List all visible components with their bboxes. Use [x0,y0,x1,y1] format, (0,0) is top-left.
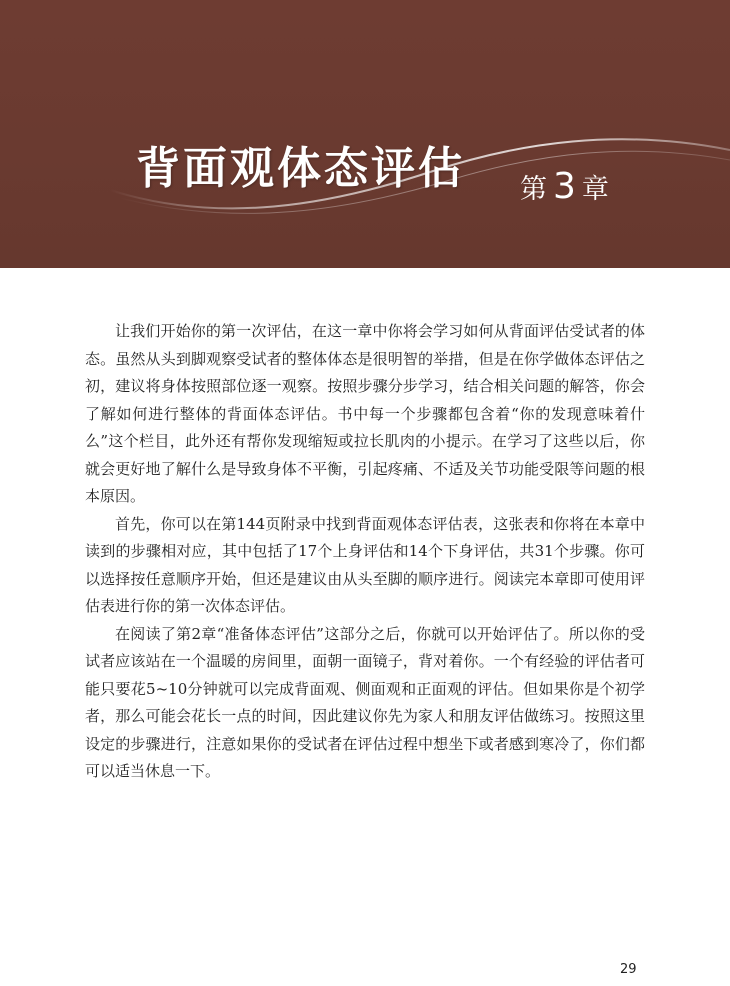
chapter-header-banner [0,0,730,268]
page-number: 29 [620,962,637,977]
chapter-prefix: 第 [520,174,547,205]
chapter-title: 背面观体态评估 [136,143,465,194]
chapter-body [85,318,645,786]
chapter-number: 3 [553,166,576,207]
paragraph-intro: 让我们开始你的第一次评估，在这一章中你将会学习如何从背面评估受试者的体态。虽然从头到脚观察受试者的整体体态是很明智的举措，但是在你学做体态评估之初，建议将身体按照部位逐一观察。按照步骤分步学习，结合相关问题的解答，你会了解如何进行整体的背面体态评估。书中每一个步骤都包含着“你的发现意味着什么”这个栏目，此外还有帮你发现缩短或拉长肌肉的小提示。在学习了这些以后，你就会更好地了解什么是导致身体不平衡，引起疼痛、不适及关节功能受限等问题的根本原因。 [85,322,645,505]
chapter-suffix: 章 [581,174,609,205]
chapter-number-label [520,166,609,207]
paragraph-preparation: 在阅读了第2章“准备体态评估”这部分之后，你就可以开始评估了。所以你的受试者应该站在一个温暖的房间里，面朝一面镜子，背对着你。一个有经验的评估者可能只要花5~10分钟就可以完成背面观、侧面观和正面观的评估。但如果你是个初学者，那么可能会花长一点的时间，因此建议你先为家人和朋友评估做练习。按照这里设定的步骤进行，注意如果你的受试者在评估过程中想坐下或者感到寒冷了，你们都可以适当休息一下。 [85,624,645,780]
paragraph-assessment-form: 首先，你可以在第144页附录中找到背面观体态评估表，这张表和你将在本章中读到的步骤相对应，其中包括了17个上身评估和14个下身评估，共31个步骤。你可以选择按任意顺序开始，但还是建议由从头至脚的顺序进行。阅读完本章即可使用评估表进行你的第一次体态评估。 [85,514,645,615]
